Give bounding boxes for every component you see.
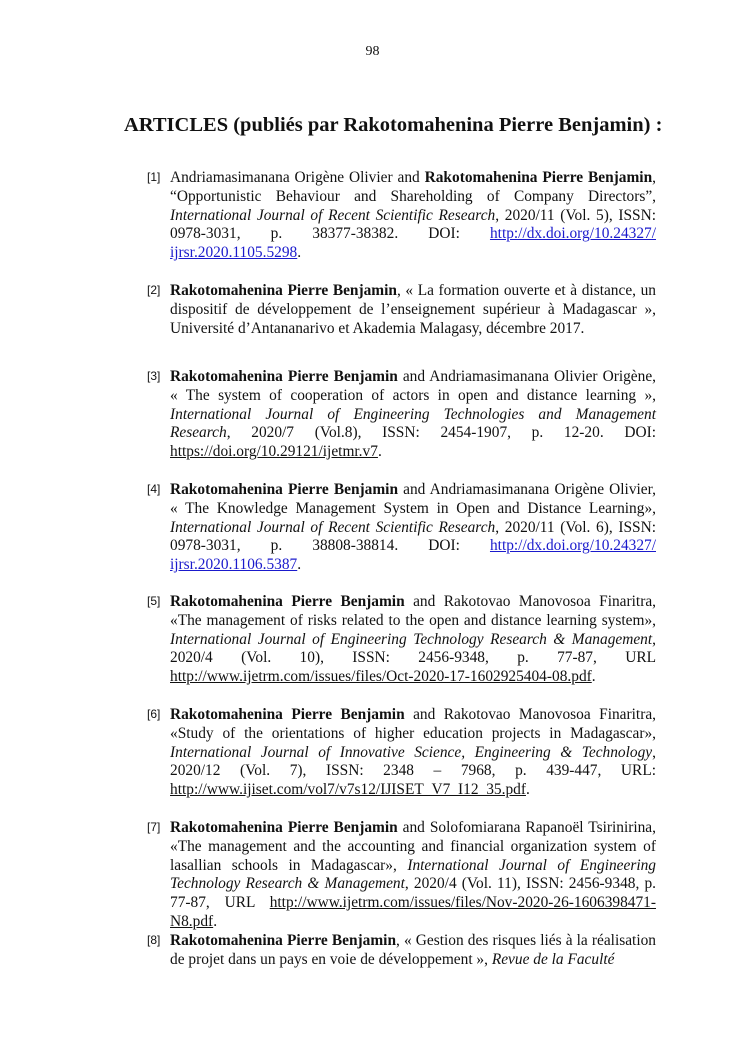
reference-text-segment: and Andriamasimanana Olivier Origène, « The system of cooperation of actors in open and distance learning », [170,368,656,404]
reference-number: [6] [147,707,161,721]
reference-text-segment: , 2020/12 (Vol. 7), ISSN: 2348 – 7968, p. 439-447, URL: [170,743,656,780]
reference-item [147,481,656,575]
reference-text [170,932,656,970]
reference-number: [4] [147,482,161,496]
reference-text-segment: . [591,668,596,686]
reference-link[interactable]: http://www.ijiset.com/vol7/v7s12/IJISET_V7_I12_35.pdf [170,781,526,799]
reference-number: [1] [147,170,161,184]
reference-text-segment: . [297,556,302,574]
reference-text-segment: , 2020/4 (Vol. 11), ISSN: 2456-9348, p. 77-87, URL [170,875,657,912]
reference-text-segment: , 2020/7 (Vol.8), ISSN: 2454-1907, p. 12-20. DOI: [226,424,656,442]
reference-number: [5] [147,594,161,608]
reference-text [170,368,656,462]
reference-link[interactable]: http://www.ijetrm.com/issues/files/Oct-2020-17-1602925404-08.pdf [170,668,592,686]
journal-name: International Journal of Engineering Technologies and Management Research [170,405,656,442]
reference-text [170,282,656,338]
reference-link[interactable]: http://dx.doi.org/10.24327/ ijrsr.2020.1106.5387 [170,537,656,574]
reference-text-segment: , “Opportunistic Behaviour and Shareholding of Company Directors”, [170,169,657,205]
author-name: Rakotomahenina Pierre Benjamin [170,706,405,723]
author-name: Rakotomahenina Pierre Benjamin [170,368,398,385]
reference-text-segment: . [525,781,530,799]
reference-text-segment: , 2020/11 (Vol. 6), ISSN: 0978-3031, p. 38808-38814. DOI: [170,518,656,555]
reference-text-segment: Andriamasimanana Origène Olivier and [170,169,425,186]
reference-item [147,368,656,462]
reference-text-segment: , 2020/4 (Vol. 10), ISSN: 2456-9348, p. 77-87, URL [170,630,656,667]
reference-item [147,282,656,338]
reference-item [147,932,656,970]
reference-text [170,169,656,263]
reference-text-segment: and Andriamasimanana Origène Olivier, « The Knowledge Management System in Open and Distance Learning», [170,481,656,517]
reference-text-segment: , « Gestion des risques liés à la réalisation de projet dans un pays en voie de développement », [170,932,656,968]
author-name: Rakotomahenina Pierre Benjamin [170,593,405,610]
reference-link[interactable]: http://www.ijetrm.com/issues/files/Nov-2020-26-1606398471-N8.pdf [170,894,656,930]
author-name: Rakotomahenina Pierre Benjamin [170,819,398,836]
reference-text [170,819,656,932]
reference-item [147,706,656,800]
journal-name: International Journal of Recent Scientific Research [170,206,496,224]
reference-text-segment: and Solofomiarana Rapanoël Tsirinirina, «The management and the accounting and financial organization system of lasallian schools in Madagascar», [170,819,656,874]
reference-item [147,593,656,687]
reference-link[interactable]: https://doi.org/10.29121/ijetmr.v7 [170,443,378,461]
journal-name: International Journal of Recent Scientific Research [170,518,496,536]
reference-text-segment: . [377,443,382,461]
journal-name: International Journal of Innovative Science, Engineering & Technology [170,743,653,761]
journal-name: International Journal of Engineering Technology Research & Management [170,856,656,893]
reference-item [147,819,656,932]
author-name: Rakotomahenina Pierre Benjamin [170,932,396,949]
reference-text-segment: and Rakotovao Manovosoa Finaritra, «Study of the orientations of higher education projects in Madagascar», [170,706,656,742]
reference-text-segment: , « La formation ouverte et à distance, un dispositif de développement de l’enseignement supérieur à Madagascar », Université d’Antananarivo et Akademia Malagasy, décembre 2017. [170,282,657,337]
reference-item [147,169,656,263]
reference-number: [3] [147,369,161,383]
reference-text-segment: , 2020/11 (Vol. 5), ISSN: 0978-3031, p. 38377-38382. DOI: [170,206,656,243]
section-title: ARTICLES (publiés par Rakotomahenina Pierre Benjamin) : [124,114,663,136]
reference-text-segment: . [297,244,302,262]
reference-number: [2] [147,283,161,297]
reference-number: [7] [147,820,161,834]
reference-text-segment: . [213,912,218,930]
author-name: Rakotomahenina Pierre Benjamin [170,481,399,498]
reference-number: [8] [147,933,161,947]
journal-name: Revue de la Faculté [491,950,615,968]
reference-link[interactable]: http://dx.doi.org/10.24327/ ijrsr.2020.1105.5298 [170,225,656,262]
author-name: Rakotomahenina Pierre Benjamin [424,169,653,186]
reference-text [170,706,656,800]
reference-text [170,593,656,687]
journal-name: International Journal of Engineering Technology Research & Management [170,630,653,648]
reference-text [170,481,656,575]
author-name: Rakotomahenina Pierre Benjamin [170,282,397,299]
reference-text-segment: and Rakotovao Manovosoa Finaritra, «The management of risks related to the open and distance learning system», [170,593,656,629]
page-number: 98 [365,44,380,59]
